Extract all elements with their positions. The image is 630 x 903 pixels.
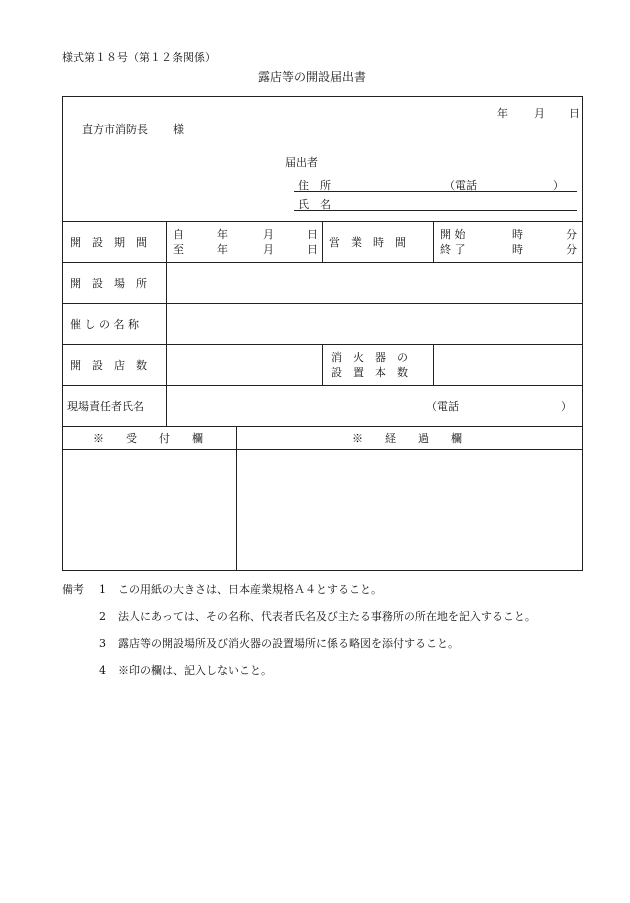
name-label: 氏 名 (298, 198, 331, 211)
address-phone-open: （電話 (444, 179, 477, 192)
note-2-text: 法人にあっては、その名称、代表者氏名及び主たる事務所の所在地を記入すること。 (118, 610, 536, 623)
addressee-name: 直方市消防長 (82, 123, 148, 136)
start-label: 開 始 (440, 228, 466, 241)
end-label: 終 了 (440, 243, 466, 256)
place-label: 開 設 場 所 (70, 277, 147, 290)
manager-phone-close: ） (561, 400, 572, 413)
name-underline (294, 210, 577, 211)
start-minute: 分 (566, 228, 577, 241)
end-hour: 時 (512, 243, 523, 256)
form-table (62, 96, 583, 571)
period-from-year: 年 (217, 228, 228, 241)
form-title: 露店等の開設届出書 (258, 70, 367, 84)
reception-label: ※ 受 付 欄 (93, 432, 203, 445)
address-phone-close: ） (553, 179, 564, 192)
period-to-year: 年 (217, 243, 228, 256)
business-hours-label: 営 業 時 間 (329, 236, 406, 249)
note-4-number: 4 (99, 664, 106, 677)
address-label: 住 所 (298, 179, 331, 192)
event-name-label: 催 し の 名 称 (70, 318, 139, 331)
date-year: 年 (497, 107, 508, 120)
extinguisher-label-1: 消 火 器 の (331, 351, 408, 364)
manager-phone-open: （電話 (426, 400, 459, 413)
date-month: 月 (534, 107, 545, 120)
form-number: 様式第１８号（第１２条関係） (62, 51, 216, 64)
note-3-text: 露店等の開設場所及び消火器の設置場所に係る略図を添付すること。 (118, 637, 459, 650)
store-count-label: 開 設 店 数 (70, 359, 147, 372)
date-day: 日 (569, 107, 580, 120)
extinguisher-label-2: 設 置 本 数 (331, 366, 408, 379)
progress-label: ※ 経 過 欄 (352, 432, 462, 445)
manager-label: 現場責任者氏名 (67, 400, 144, 413)
note-4-text: ※印の欄は、記入しないこと。 (118, 664, 272, 677)
start-hour: 時 (512, 228, 523, 241)
note-1-text: この用紙の大きさは、日本産業規格Ａ４とすること。 (118, 583, 382, 596)
notes-heading: 備考 (62, 583, 84, 596)
period-from-month: 月 (263, 228, 274, 241)
addressee-honorific: 様 (173, 123, 184, 136)
period-from-day: 日 (307, 228, 318, 241)
note-3-number: 3 (99, 637, 106, 650)
period-from-prefix: 自 (173, 228, 184, 241)
note-1-number: 1 (99, 583, 106, 596)
end-minute: 分 (566, 243, 577, 256)
period-to-month: 月 (263, 243, 274, 256)
notifier-label: 届出者 (285, 156, 318, 169)
period-to-day: 日 (307, 243, 318, 256)
address-underline (294, 191, 577, 192)
period-to-prefix: 至 (173, 243, 184, 256)
note-2-number: 2 (99, 610, 106, 623)
period-label: 開 設 期 間 (70, 236, 147, 249)
